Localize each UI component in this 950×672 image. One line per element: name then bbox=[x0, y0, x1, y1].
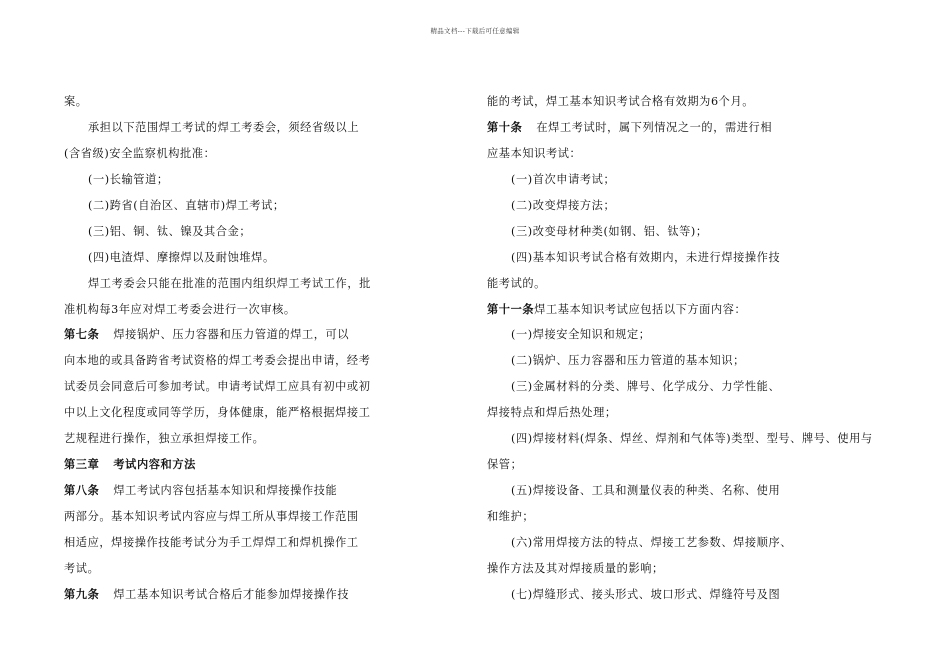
text-line bbox=[487, 89, 887, 115]
line-text: 焊工基本知识考试合格后才能参加焊接操作技 bbox=[113, 587, 350, 601]
line-text: 考试。 bbox=[64, 561, 100, 575]
line-text: (一)焊接安全知识和规定； bbox=[511, 328, 651, 342]
line-text: 焊工考委会只能在批准的范围内组织焊工考试工作，批 bbox=[88, 276, 371, 290]
text-line bbox=[487, 297, 887, 323]
text-line bbox=[64, 582, 382, 608]
text-line bbox=[64, 322, 382, 348]
text-line bbox=[487, 193, 887, 219]
text-line bbox=[64, 452, 382, 478]
line-text: 向本地的或具备跨省考试资格的焊工考委会提出申请，经考 bbox=[64, 354, 371, 368]
text-line bbox=[64, 374, 382, 400]
line-text: 操作方法及其对焊接质量的影响； bbox=[487, 561, 664, 575]
article-heading: 第十一条 bbox=[487, 301, 535, 316]
line-text: (六)常用焊接方法的特点、焊接工艺参数、焊接顺序、 bbox=[511, 535, 793, 549]
line-text: 准机构每3年应对焊工考委会进行一次审核。 bbox=[64, 302, 296, 316]
line-text: (二)跨省(自治区、直辖市)焊工考试； bbox=[88, 198, 285, 212]
article-heading: 第七条 bbox=[64, 327, 100, 342]
line-text: (四)焊接材料(焊条、焊丝、焊剂和气体等)类型、型号、牌号、使用与 bbox=[511, 432, 873, 446]
line-text: (五)焊接设备、工具和测量仪表的种类、名称、使用 bbox=[511, 484, 781, 498]
line-text: (七)焊缝形式、接头形式、坡口形式、焊缝符号及图 bbox=[511, 587, 781, 601]
text-line bbox=[64, 530, 382, 556]
text-line bbox=[64, 141, 382, 167]
line-text: (四)电渣焊、摩擦焊以及耐蚀堆焊。 bbox=[88, 250, 275, 264]
line-text: 焊接特点和焊后热处理； bbox=[487, 406, 617, 420]
text-line bbox=[487, 141, 887, 167]
text-line bbox=[487, 245, 887, 271]
line-text: 应基本知识考试： bbox=[487, 146, 582, 160]
line-text: 两部分。基本知识考试内容应与焊工所从事焊接工作范围 bbox=[64, 510, 359, 523]
line-text: 焊工考试内容包括基本知识和焊接操作技能 bbox=[113, 484, 338, 498]
line-text: (四)基本知识考试合格有效期内，未进行焊接操作技 bbox=[511, 250, 781, 264]
text-line bbox=[487, 167, 887, 193]
text-line bbox=[64, 271, 382, 297]
article-heading: 第十条 bbox=[487, 119, 523, 134]
left-column bbox=[64, 89, 382, 608]
page-header: 精品文档---下载后可任意编辑 bbox=[430, 27, 520, 35]
line-text: 在焊工考试时，属下列情况之一的，需进行相 bbox=[536, 120, 773, 134]
line-text: (二)改变焊接方法； bbox=[511, 198, 616, 212]
text-line bbox=[487, 271, 887, 297]
text-line bbox=[487, 374, 887, 400]
text-line bbox=[487, 556, 887, 582]
text-line bbox=[64, 193, 382, 219]
text-line bbox=[487, 452, 887, 478]
text-line bbox=[64, 297, 382, 323]
text-line bbox=[487, 504, 887, 530]
text-line bbox=[487, 219, 887, 245]
text-line bbox=[64, 478, 382, 504]
right-column bbox=[487, 89, 887, 608]
text-line bbox=[487, 115, 887, 141]
text-line bbox=[487, 322, 887, 348]
text-line bbox=[487, 530, 887, 556]
line-text: (三)金属材料的分类、牌号、化学成分、力学性能、 bbox=[511, 380, 781, 394]
article-heading: 第九条 bbox=[64, 586, 100, 601]
text-line bbox=[64, 426, 382, 452]
text-line bbox=[64, 115, 382, 141]
line-text: (一)首次申请考试； bbox=[511, 172, 616, 186]
text-line bbox=[64, 245, 382, 271]
line-text: (三)改变母材种类(如钢、铝、钛等)； bbox=[511, 224, 708, 238]
line-text: 中以上文化程度或同等学历，身体健康，能严格根据焊接工 bbox=[64, 406, 371, 420]
text-line bbox=[487, 426, 887, 452]
text-line bbox=[487, 348, 887, 374]
line-text: 案。 bbox=[64, 95, 88, 108]
line-text: 焊工基本知识考试应包括以下方面内容： bbox=[534, 302, 747, 316]
line-text: 能考试的。 bbox=[487, 276, 546, 290]
text-line bbox=[487, 582, 887, 608]
article-heading: 第三章 bbox=[64, 457, 100, 472]
text-line bbox=[64, 400, 382, 426]
line-text: (含省级)安全监察机构批准： bbox=[64, 146, 216, 160]
article-heading: 第八条 bbox=[64, 483, 100, 498]
line-text: 焊接锅炉、压力容器和压力管道的焊工，可以 bbox=[113, 328, 350, 342]
text-line bbox=[64, 89, 382, 115]
text-line bbox=[487, 478, 887, 504]
text-line bbox=[487, 400, 887, 426]
line-text: 承担以下范围焊工考试的焊工考委会，须经省级以上 bbox=[88, 120, 360, 134]
text-line bbox=[64, 348, 382, 374]
text-line bbox=[64, 219, 382, 245]
line-text: (二)锅炉、压力容器和压力管道的基本知识； bbox=[511, 354, 745, 368]
line-text: 相适应，焊接操作技能考试分为手工焊焊工和焊机操作工 bbox=[64, 535, 359, 549]
text-line bbox=[64, 167, 382, 193]
line-text: 艺规程进行操作，独立承担焊接工作。 bbox=[64, 432, 265, 446]
line-text: (一)长输管道； bbox=[88, 172, 169, 186]
text-line bbox=[64, 504, 382, 530]
line-text: 考试内容和方法 bbox=[113, 457, 196, 472]
line-text: 试委员会同意后可参加考试。申请考试焊工应具有初中或初 bbox=[64, 380, 371, 394]
line-text: 和维护； bbox=[487, 510, 535, 523]
text-line bbox=[64, 556, 382, 582]
line-text: 保管； bbox=[487, 458, 523, 472]
line-text: (三)铝、铜、钛、镍及其合金； bbox=[88, 224, 252, 238]
line-text: 能的考试，焊工基本知识考试合格有效期为6个月。 bbox=[487, 95, 755, 108]
